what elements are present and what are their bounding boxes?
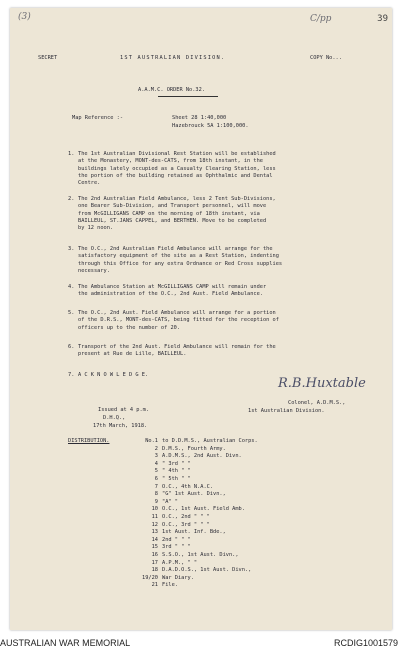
distribution-copy-number: 13 bbox=[151, 529, 158, 536]
distribution-recipient: " 5th " " bbox=[162, 475, 191, 482]
distribution-copy-number: 21 bbox=[151, 582, 158, 589]
distribution-recipient: A.P.M., " " bbox=[162, 559, 198, 566]
distribution-copy-number: 5 bbox=[154, 468, 158, 475]
distribution-copy-number: 11 bbox=[151, 513, 158, 520]
distribution-copy-number: 6 bbox=[154, 475, 158, 482]
signatory-unit: 1st Australian Division. bbox=[248, 408, 325, 414]
distribution-recipient: to D.D.M.S., Australian Corps. bbox=[162, 438, 258, 444]
distribution-recipient: O.C., 2nd " " " bbox=[162, 513, 210, 520]
map-reference-label: Map Reference :- bbox=[72, 115, 124, 121]
distribution-copy-number: 10 bbox=[151, 506, 158, 513]
distribution-copy-number: 3 bbox=[154, 453, 158, 460]
paragraph-text: A C K N O W L E D G E. bbox=[78, 372, 149, 378]
division-header: 1ST AUSTRALIAN DIVISION. bbox=[120, 55, 226, 61]
footer-archive-name: AUSTRALIAN WAR MEMORIAL bbox=[0, 638, 131, 648]
document-page bbox=[10, 8, 392, 630]
distribution-copy-number: 7 bbox=[154, 483, 158, 490]
signatory-rank: Colonel, A.D.M.S., bbox=[288, 400, 346, 406]
corner-mark-left: (3) bbox=[18, 12, 31, 22]
distribution-copy-number: 4 bbox=[154, 460, 158, 467]
order-paragraph-3 bbox=[68, 246, 388, 275]
paragraph-text: The O.C., 2nd Aust. Field Ambulance will arrange for a portion of the D.R.S., MONT-des-CATS, being fitted for the reception of officers up to the number of 20. bbox=[78, 310, 279, 331]
distribution-recipient: O.C., 1st Aust. Field Amb. bbox=[162, 506, 245, 513]
footer-record-id: RCDIG1001579 bbox=[333, 638, 398, 648]
distribution-copy-number: No.1 bbox=[145, 438, 158, 444]
map-reference-hazebrouck: Hazebrouck 5A 1:100,000. bbox=[172, 123, 249, 129]
paragraph-text: The O.C., 2nd Australian Field Ambulance will arrange for the satisfactory equipment of the site as a Rest Station, indenting through this Office for any extra Ordnance or Red Cross supplies necessary. bbox=[78, 246, 283, 274]
order-paragraph-1 bbox=[68, 151, 388, 187]
distribution-copy-number: 14 bbox=[151, 536, 158, 543]
distribution-recipient: D.A.D.O.S., 1st Aust. Divn., bbox=[162, 567, 252, 574]
paragraph-text: The 1st Australian Divisional Rest Station will be established at the Monastery, MONT-des-CATS, from 18th instant, in the buildings lately occupied as a Casualty Clearing Station, less the portion of the building retained as Ophthalmic and Dental Centre. bbox=[78, 151, 276, 187]
title-underline bbox=[158, 96, 218, 97]
paragraph-number: 3. bbox=[68, 246, 75, 252]
distribution-copy-number: 17 bbox=[151, 559, 158, 566]
order-paragraph-2 bbox=[68, 196, 388, 232]
paragraph-number: 5. bbox=[68, 310, 75, 316]
copy-number: COPY No... bbox=[310, 55, 342, 61]
distribution-copy-number: 15 bbox=[151, 544, 158, 551]
order-paragraph-4 bbox=[68, 284, 388, 299]
issued-time: Issued at 4 p.m. bbox=[98, 407, 150, 413]
distribution-recipient: A.D.M.S., 2nd Aust. Divn. bbox=[162, 453, 242, 460]
page-number: 39 bbox=[377, 14, 388, 24]
distribution-recipient: S.S.O., 1st Aust. Divn., bbox=[162, 551, 239, 558]
issued-location: D.H.Q., bbox=[103, 415, 126, 421]
distribution-copy-number: 19/20 bbox=[142, 574, 158, 581]
corner-reference: C/pp bbox=[310, 14, 332, 24]
distribution-copy-number: 12 bbox=[151, 521, 158, 528]
distribution-recipient: 2nd " " " bbox=[162, 536, 191, 543]
paragraph-text: Transport of the 2nd Aust. Field Ambulance will remain for the present at Rue de Lille, BAILLEUL. bbox=[78, 344, 276, 358]
distribution-copy-number: 18 bbox=[151, 567, 158, 574]
distribution-recipient: D.M.S., Fourth Army. bbox=[162, 445, 226, 452]
distribution-recipient: War Diary. bbox=[162, 574, 194, 581]
classification-label: SECRET bbox=[38, 55, 58, 61]
paragraph-number: 1. bbox=[68, 151, 75, 157]
paragraph-number: 4. bbox=[68, 284, 75, 290]
distribution-recipient: O.C., 4th N.A.C. bbox=[162, 483, 214, 490]
distribution-recipient: O.C., 3rd " " " bbox=[162, 521, 210, 528]
map-reference-sheet: Sheet 28 1:40,000 bbox=[172, 115, 227, 121]
order-title: A.A.M.C. ORDER No.32. bbox=[138, 87, 205, 93]
paragraph-number: 6. bbox=[68, 344, 75, 350]
paragraph-text: The 2nd Australian Field Ambulance, less 2 Tent Sub-Divisions, one Bearer Sub-Division, and Transport personnel, will move from McGILLIGANS CAMP on the morning of 18th instant, via BAILLEUL, ST.JANS CAPPEL, and BERTHEN. Move to be completed by 12 noon. bbox=[78, 196, 276, 232]
order-paragraph-5 bbox=[68, 310, 388, 332]
distribution-recipient: " 3rd " " bbox=[162, 460, 191, 467]
distribution-recipient: 1st Aust. Inf. Bde., bbox=[162, 529, 226, 536]
distribution-recipient: "G" 1st Aust. Divn., bbox=[162, 491, 226, 498]
distribution-copy-number: 2 bbox=[154, 445, 158, 452]
distribution-recipient: "A" " bbox=[162, 498, 178, 505]
issued-date: 17th March, 1918. bbox=[93, 423, 148, 429]
distribution-label: DISTRIBUTION. bbox=[68, 438, 110, 444]
distribution-recipient: File. bbox=[162, 582, 178, 589]
distribution-copy-number: 8 bbox=[154, 491, 158, 498]
handwritten-signature: R.B.Huxtable bbox=[278, 376, 366, 391]
paragraph-text: The Ambulance Station at McGILLIGANS CAMP will remain under the administration of the O.C., 2nd Aust. Field Ambulance. bbox=[78, 284, 267, 298]
distribution-recipient: 3rd " " " bbox=[162, 544, 191, 551]
distribution-copy-number: 9 bbox=[154, 498, 158, 505]
paragraph-number: 7. bbox=[68, 372, 75, 378]
order-paragraph-6 bbox=[68, 344, 388, 359]
distribution-copy-number: 16 bbox=[151, 551, 158, 558]
paragraph-number: 2. bbox=[68, 196, 75, 202]
distribution-recipient: " 4th " " bbox=[162, 468, 191, 475]
